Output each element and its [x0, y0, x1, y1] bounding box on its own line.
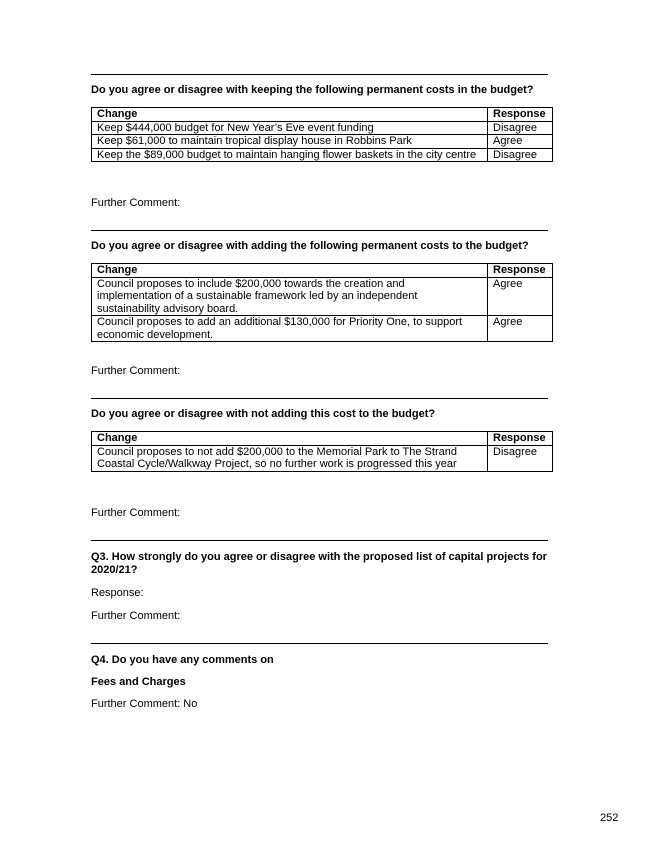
table-header-row [92, 432, 553, 446]
table-row [92, 277, 553, 316]
column-header-response: Response [488, 432, 553, 446]
table-row [92, 445, 553, 471]
table-header-row [92, 108, 553, 122]
change-cell: Council proposes to include $200,000 towards the creation and implementation of a sustainable framework led by an independent sustainability advisory board. [92, 277, 488, 316]
change-cell: Council proposes to not add $200,000 to the Memorial Park to The Strand Coastal Cycle/Walkway Project, so no further work is progressed this year [92, 445, 488, 471]
divider [91, 398, 548, 399]
change-cell: Keep $61,000 to maintain tropical display house in Robbins Park [92, 135, 488, 149]
column-header-change: Change [92, 264, 488, 278]
table-row [92, 121, 553, 135]
divider [91, 540, 548, 541]
column-header-change: Change [92, 108, 488, 122]
response-cell: Agree [488, 135, 553, 149]
column-header-change: Change [92, 432, 488, 446]
divider [91, 74, 548, 75]
question-heading: Do you agree or disagree with adding the following permanent costs to the budget? [91, 240, 529, 252]
table-row [92, 135, 553, 149]
divider [91, 643, 548, 644]
further-comment-label: Further Comment: [91, 507, 181, 519]
table-header-row [92, 264, 553, 278]
response-cell: Agree [488, 277, 553, 316]
further-comment-label: Further Comment: [91, 365, 181, 377]
further-comment-label: Further Comment: No [91, 698, 198, 710]
column-header-response: Response [488, 264, 553, 278]
question-heading: Do you agree or disagree with not adding this cost to the budget? [91, 408, 436, 420]
question-heading: Do you agree or disagree with keeping the following permanent costs in the budget? [91, 84, 534, 96]
further-comment-label: Further Comment: [91, 610, 181, 622]
response-cell: Disagree [488, 445, 553, 471]
change-cell: Keep $444,000 budget for New Year’s Eve event funding [92, 121, 488, 135]
further-comment-label: Further Comment: [91, 197, 181, 209]
subheading: Fees and Charges [91, 676, 186, 688]
change-cell: Council proposes to add an additional $130,000 for Priority One, to support economic development. [92, 316, 488, 342]
response-cell: Agree [488, 316, 553, 342]
question-heading: Q4. Do you have any comments on [91, 654, 274, 666]
change-cell: Keep the $89,000 budget to maintain hanging flower baskets in the city centre [92, 148, 488, 162]
response-cell: Disagree [488, 121, 553, 135]
table-row [92, 148, 553, 162]
responses-table [91, 107, 553, 162]
response-cell: Disagree [488, 148, 553, 162]
column-header-response: Response [488, 108, 553, 122]
response-label: Response: [91, 587, 144, 599]
question-heading: Q3. How strongly do you agree or disagree with the proposed list of capital projects for 2020/21? [91, 551, 547, 576]
divider [91, 230, 548, 231]
responses-table [91, 431, 553, 472]
page-number: 252 [600, 812, 619, 824]
responses-table [91, 263, 553, 342]
table-row [92, 316, 553, 342]
